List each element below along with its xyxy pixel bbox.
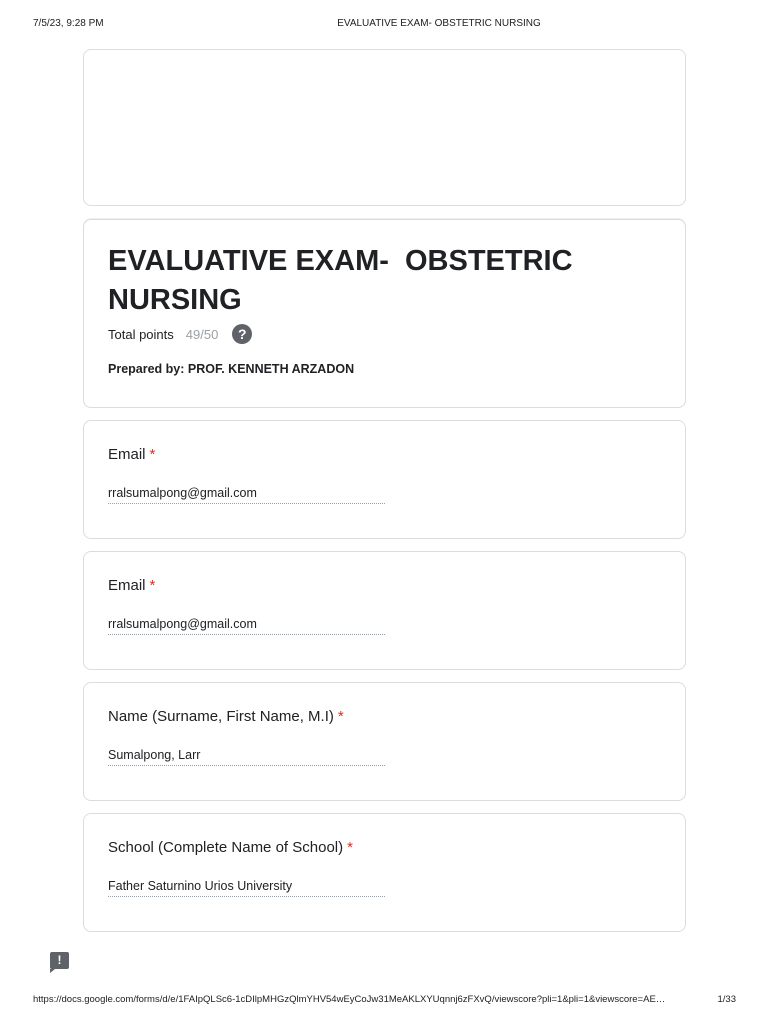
- question-name: [83, 682, 686, 801]
- required-asterisk: *: [149, 577, 156, 594]
- question-label-text: School (Complete Name of School): [108, 839, 344, 856]
- question-school: [83, 813, 686, 932]
- print-footer: [0, 994, 768, 1008]
- question-label-text: Email: [108, 446, 146, 463]
- print-url: https://docs.google.com/forms/d/e/1FAIpQLSc6-1cDIlpMHGzQlmYHV54wEyCoJw31MeAKLXYUqnnj6zFXvQ/viewscore?pli=1&pli=1&viewscore=AE…: [33, 994, 666, 1005]
- print-title: EVALUATIVE EXAM- OBSTETRIC NURSING: [337, 18, 541, 29]
- question-label: [108, 839, 353, 856]
- required-asterisk: *: [149, 446, 156, 463]
- form-header-banner: [83, 49, 686, 206]
- question-label: [108, 446, 155, 463]
- required-asterisk: *: [337, 708, 344, 725]
- total-points-row: [108, 322, 252, 346]
- total-points-label: Total points: [108, 326, 174, 342]
- page-number: 1/33: [717, 994, 736, 1005]
- form-title: EVALUATIVE EXAM- OBSTETRIC NURSING: [108, 245, 581, 316]
- question-label-text: Email: [108, 577, 146, 594]
- question-label: [108, 577, 155, 594]
- email-answer: rralsumalpong@gmail.com: [108, 615, 385, 635]
- print-datetime: 7/5/23, 9:28 PM: [33, 18, 104, 29]
- question-label: [108, 708, 344, 725]
- question-label-text: Name (Surname, First Name, M.I): [108, 708, 334, 725]
- prepared-by: Prepared by: PROF. KENNETH ARZADON: [108, 362, 355, 376]
- required-asterisk: *: [347, 839, 353, 856]
- form-title-card: [83, 219, 686, 408]
- total-points-value: 49/50: [185, 326, 219, 342]
- question-email-2: [83, 551, 686, 670]
- school-answer: Father Saturnino Urios University: [108, 877, 385, 897]
- name-answer: Sumalpong, Larr: [108, 746, 385, 766]
- help-icon[interactable]: ?: [232, 324, 252, 344]
- question-email-1: [83, 420, 686, 539]
- email-answer: rralsumalpong@gmail.com: [108, 484, 385, 504]
- print-header: [0, 18, 768, 32]
- report-feedback-icon[interactable]: !: [50, 952, 69, 969]
